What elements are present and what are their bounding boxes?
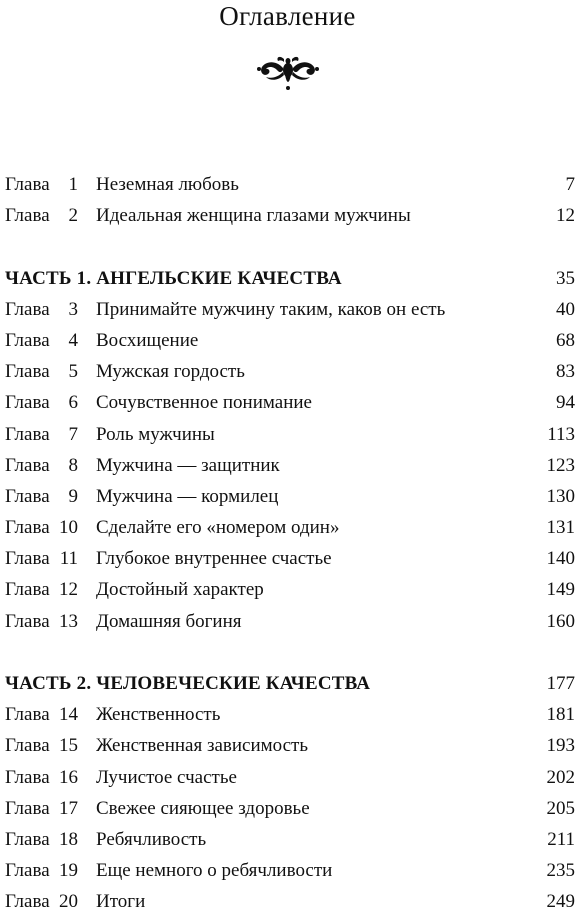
toc-entry-chapter-4[interactable] <box>0 325 575 356</box>
chapter-number: 13 <box>50 606 78 637</box>
chapter-word: Глава <box>5 325 50 356</box>
toc-entry-chapter-6[interactable] <box>0 387 575 418</box>
page-number: 130 <box>547 481 575 512</box>
chapter-title: Идеальная женщина глазами мужчины <box>96 200 411 231</box>
chapter-number: 7 <box>50 419 78 450</box>
page-number: 131 <box>547 512 575 543</box>
page-number: 181 <box>547 699 575 730</box>
chapter-word: Глава <box>5 512 50 543</box>
page-number: 235 <box>547 855 575 886</box>
chapter-word: Глава <box>5 419 50 450</box>
page-number: 211 <box>547 824 575 855</box>
chapter-title: Роль мужчины <box>96 419 215 450</box>
toc-entry-chapter-19[interactable] <box>0 855 575 886</box>
chapter-word: Глава <box>5 730 50 761</box>
chapter-word: Глава <box>5 762 50 793</box>
page-number: 140 <box>547 543 575 574</box>
toc-entry-chapter-5[interactable] <box>0 356 575 387</box>
chapter-number: 12 <box>50 574 78 605</box>
chapter-word: Глава <box>5 886 50 917</box>
chapter-title: Достойный характер <box>96 574 264 605</box>
toc-entry-chapter-15[interactable] <box>0 730 575 761</box>
chapter-title: Еще немного о ребячливости <box>96 855 332 886</box>
chapter-number: 4 <box>50 325 78 356</box>
chapter-number: 14 <box>50 699 78 730</box>
toc-entry-chapter-17[interactable] <box>0 793 575 824</box>
chapter-title: Лучистое счастье <box>96 762 237 793</box>
page-number: 7 <box>566 169 575 200</box>
page-title: Оглавление <box>0 0 575 32</box>
chapter-title: Мужская гордость <box>96 356 245 387</box>
chapter-word: Глава <box>5 699 50 730</box>
chapter-number: 11 <box>50 543 78 574</box>
chapter-number: 8 <box>50 450 78 481</box>
page-number: 94 <box>556 387 575 418</box>
chapter-word: Глава <box>5 387 50 418</box>
page-number: 205 <box>547 793 575 824</box>
chapter-word: Глава <box>5 169 50 200</box>
chapter-title: Глубокое внутреннее счастье <box>96 543 332 574</box>
toc-entry-chapter-11[interactable] <box>0 543 575 574</box>
chapter-number: 9 <box>50 481 78 512</box>
toc-entry-chapter-2[interactable] <box>0 200 575 231</box>
page-number: 177 <box>547 668 575 699</box>
page-number: 249 <box>547 886 575 917</box>
chapter-number: 5 <box>50 356 78 387</box>
page-number: 68 <box>556 325 575 356</box>
part-title: ЧАСТЬ 2. ЧЕЛОВЕЧЕСКИЕ КАЧЕСТВА <box>5 668 370 699</box>
toc-entry-chapter-3[interactable] <box>0 294 575 325</box>
toc-entry-chapter-9[interactable] <box>0 481 575 512</box>
page-number: 202 <box>547 762 575 793</box>
chapter-number: 10 <box>50 512 78 543</box>
chapter-number: 19 <box>50 855 78 886</box>
page-number: 123 <box>547 450 575 481</box>
chapter-title: Свежее сияющее здоровье <box>96 793 310 824</box>
floral-ornament-icon <box>256 55 320 93</box>
chapter-title: Домашняя богиня <box>96 606 242 637</box>
page-number: 12 <box>556 200 575 231</box>
chapter-title: Женственность <box>96 699 220 730</box>
chapter-word: Глава <box>5 200 50 231</box>
toc-entry-chapter-20[interactable] <box>0 886 575 917</box>
toc-entry-chapter-16[interactable] <box>0 762 575 793</box>
page-number: 160 <box>547 606 575 637</box>
chapter-title: Восхищение <box>96 325 198 356</box>
toc-entry-part-2[interactable] <box>0 668 575 699</box>
section-spacer <box>0 231 575 262</box>
chapter-number: 20 <box>50 886 78 917</box>
chapter-word: Глава <box>5 606 50 637</box>
chapter-word: Глава <box>5 481 50 512</box>
table-of-contents <box>0 169 575 918</box>
chapter-title: Сочувственное понимание <box>96 387 312 418</box>
chapter-word: Глава <box>5 294 50 325</box>
toc-entry-chapter-14[interactable] <box>0 699 575 730</box>
chapter-title: Принимайте мужчину таким, каков он есть <box>96 294 445 325</box>
toc-entry-chapter-1[interactable] <box>0 169 575 200</box>
chapter-title: Мужчина — кормилец <box>96 481 278 512</box>
page-number: 193 <box>547 730 575 761</box>
section-spacer <box>0 637 575 668</box>
chapter-number: 17 <box>50 793 78 824</box>
chapter-word: Глава <box>5 574 50 605</box>
chapter-number: 15 <box>50 730 78 761</box>
chapter-number: 18 <box>50 824 78 855</box>
chapter-number: 6 <box>50 387 78 418</box>
chapter-word: Глава <box>5 543 50 574</box>
chapter-title: Ребячливость <box>96 824 206 855</box>
chapter-title: Женственная зависимость <box>96 730 308 761</box>
chapter-number: 3 <box>50 294 78 325</box>
chapter-number: 1 <box>50 169 78 200</box>
page-number: 149 <box>547 574 575 605</box>
chapter-title: Мужчина — защитник <box>96 450 280 481</box>
chapter-word: Глава <box>5 793 50 824</box>
chapter-title: Итоги <box>96 886 145 917</box>
toc-entry-chapter-7[interactable] <box>0 419 575 450</box>
page-number: 35 <box>556 263 575 294</box>
page-number: 83 <box>556 356 575 387</box>
chapter-word: Глава <box>5 855 50 886</box>
toc-entry-chapter-13[interactable] <box>0 606 575 637</box>
toc-entry-chapter-18[interactable] <box>0 824 575 855</box>
toc-entry-chapter-8[interactable] <box>0 450 575 481</box>
chapter-number: 2 <box>50 200 78 231</box>
toc-entry-chapter-12[interactable] <box>0 574 575 605</box>
chapter-title: Сделайте его «номером один» <box>96 512 339 543</box>
page-number: 40 <box>556 294 575 325</box>
page-number: 113 <box>547 419 575 450</box>
toc-entry-part-1[interactable] <box>0 263 575 294</box>
chapter-word: Глава <box>5 824 50 855</box>
chapter-word: Глава <box>5 450 50 481</box>
part-title: ЧАСТЬ 1. АНГЕЛЬСКИЕ КАЧЕСТВА <box>5 263 342 294</box>
toc-entry-chapter-10[interactable] <box>0 512 575 543</box>
chapter-number: 16 <box>50 762 78 793</box>
chapter-word: Глава <box>5 356 50 387</box>
chapter-title: Неземная любовь <box>96 169 239 200</box>
